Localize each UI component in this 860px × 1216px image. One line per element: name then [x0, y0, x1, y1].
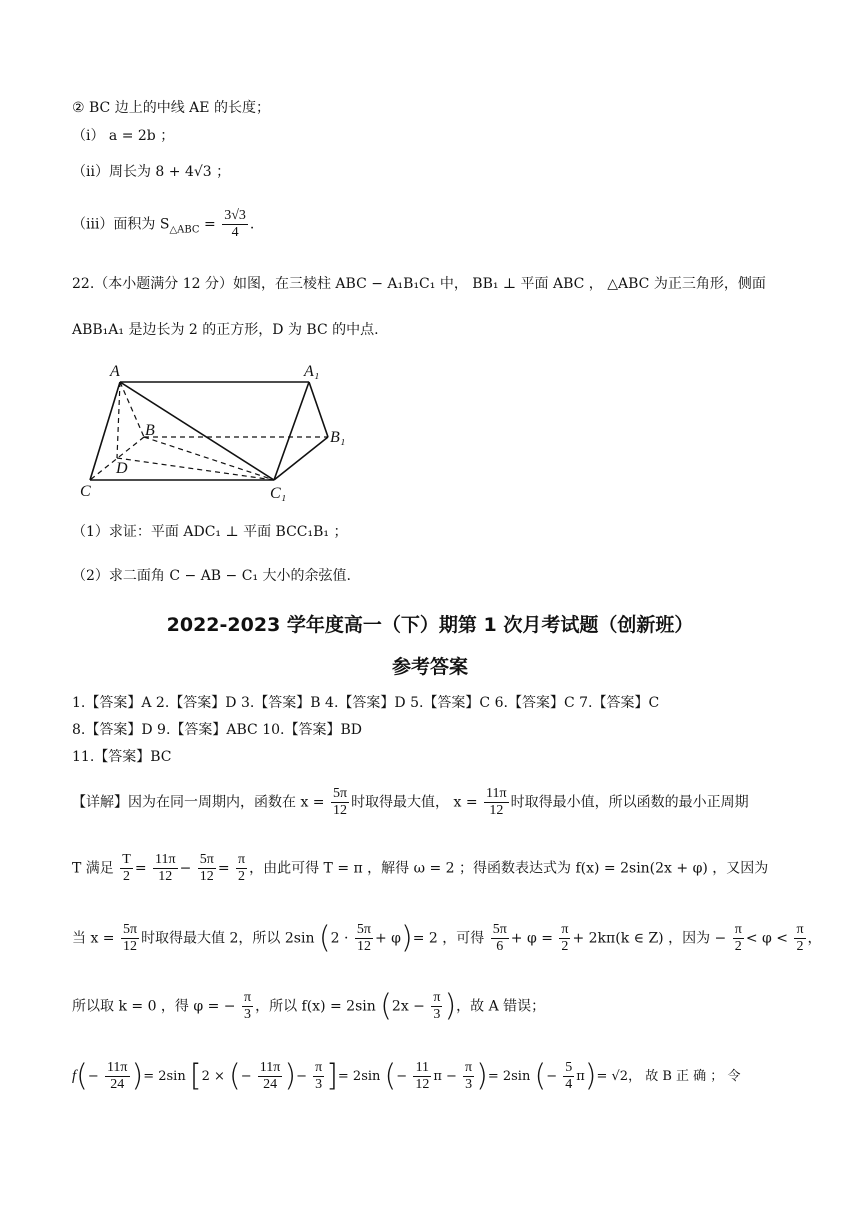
q21-option-iii-text: （ⅲ）面积为 S	[72, 216, 170, 233]
detail-line-1: 【详解】因为在同一周期内，函数在 x = $\frac{5\pi}{12}$ 时取得最大值， x = $\frac{11\pi}{12}$ 时取得最小值，所以函数的最小正周期	[72, 786, 749, 818]
detail-line-4: 所以取 k = 0 ，得 φ = − $\frac{\pi}{3}$ ，所以 f(x) = 2sin (2x − $\frac{\pi}{3}$ )，故 A 错误；	[72, 988, 546, 1024]
label-D: D	[116, 460, 128, 477]
label-A1: A₁	[304, 363, 320, 380]
answers-row-2: 8.【答案】D 9.【答案】ABC 10.【答案】BD	[72, 722, 362, 738]
answers-row-3: 11.【答案】BC	[72, 749, 172, 765]
label-C: C	[80, 483, 91, 500]
detail-line-5: f(− $\frac{11\pi}{24}$ )= 2sin [2 × (− $\frac{11\pi}{24}$ )− $\frac{\pi}{3}$ ]= 2sin (− $\frac{11}{12}$ π − $\frac{\pi}{3}$ )= 2sin (− $\frac{5}{4}$ π)= √2， 故 B 正 确 ； 令	[72, 1058, 741, 1094]
answers-row-1: 1.【答案】A 2.【答案】D 3.【答案】B 4.【答案】D 5.【答案】C 6.【答案】C 7.【答案】C	[72, 695, 660, 711]
area-fraction: $\frac{3√3}{4}$	[224, 208, 246, 240]
label-C1: C₁	[270, 485, 287, 502]
q22-sub-1: （1）求证：平面 ADC₁ ⊥ 平面 BCC₁B₁ ；	[72, 524, 348, 540]
answers-title: 2022-2023 学年度高一（下）期第 1 次月考试题（创新班）	[166, 614, 694, 636]
detail-line-2: T 满足 $\frac{T}{2}$ = $\frac{11\pi}{12}$ − $\frac{5\pi}{12}$ = $\frac{\pi}{2}$ ，由此可得 T = π ，解得 ω = 2 ；得函数表达式为 f(x) = 2sin(2x + φ) ，又因为	[72, 852, 769, 884]
label-A: A	[110, 363, 120, 380]
label-B1: B₁	[330, 429, 346, 446]
q22-sub-2: （2）求二面角 C − AB − C₁ 大小的余弦值.	[72, 568, 351, 584]
q21-option-i: （ⅰ） a = 2b ；	[72, 128, 175, 144]
answers-subtitle: 参考答案	[391, 656, 468, 678]
q22-stem-line-1: 22.（本小题满分 12 分）如图，在三棱柱 ABC − A₁B₁C₁ 中， BB₁ ⊥ 平面 ABC ， △ABC 为正三角形，侧面	[72, 276, 766, 292]
equals: =	[199, 216, 221, 233]
q21-option-iii	[72, 208, 254, 241]
area-subscript: △ABC	[169, 224, 200, 236]
label-B: B	[145, 422, 155, 439]
q21-item-2: ② BC 边上的中线 AE 的长度；	[72, 100, 270, 116]
detail-line-3: 当 x = $\frac{5\pi}{12}$ 时取得最大值 2，所以 2sin (2 · $\frac{5\pi}{12}$ + φ)= 2 ，可得 $\frac{5\pi}{6}$ + φ = $\frac{\pi}{2}$ + 2kπ(k ∈ Z) ，因为 − $\frac{\pi}{2}$ < φ < $\frac{\pi}{2}$ ，	[72, 920, 822, 956]
prism-figure	[72, 356, 372, 506]
period: .	[249, 216, 255, 233]
q22-stem-line-2: ABB₁A₁ 是边长为 2 的正方形，D 为 BC 的中点.	[72, 322, 379, 338]
q21-option-ii: （ⅱ）周长为 8 + 4√3 ；	[72, 164, 231, 180]
